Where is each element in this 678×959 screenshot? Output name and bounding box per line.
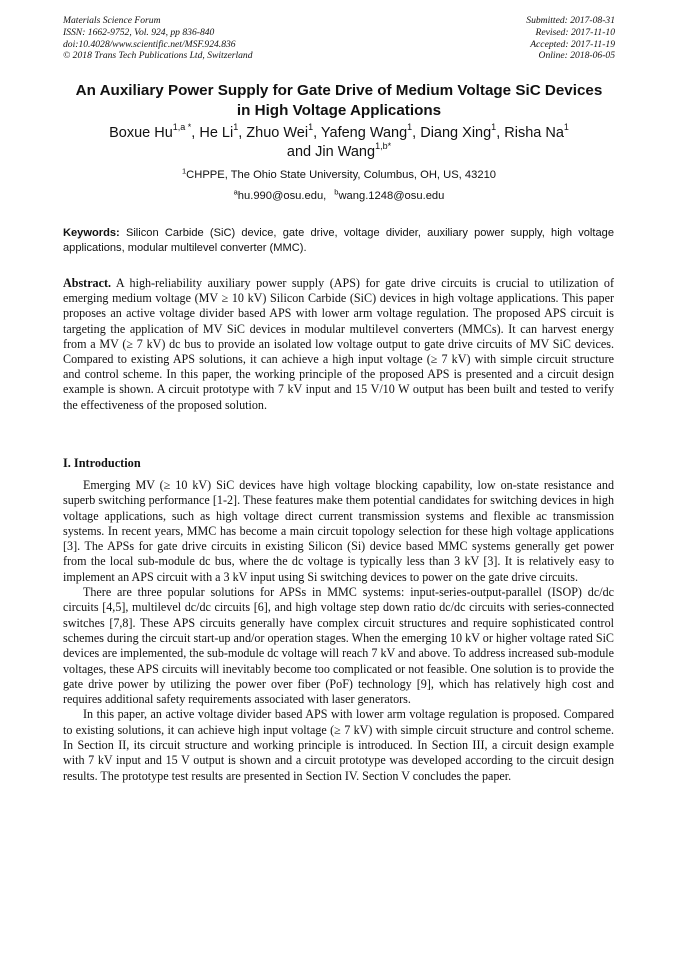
email-sup: b — [334, 187, 339, 197]
author-sup: 1 — [233, 122, 239, 133]
author-line-2 — [40, 143, 638, 162]
email-address: hu.990@osu.edu, — [237, 190, 327, 202]
journal-name: Materials Science Forum — [63, 15, 161, 26]
author-sep: , — [412, 125, 421, 141]
email-address: wang.1248@osu.edu — [338, 190, 445, 202]
author-line-1 — [40, 124, 638, 143]
affiliation-sup: 1 — [181, 166, 187, 176]
keywords-label: Keywords: — [63, 227, 120, 239]
date-revised: Revised: 2017-11-10 — [535, 26, 615, 38]
author-name: Boxue Hu — [109, 125, 173, 141]
date-online: Online: 2018-06-05 — [538, 50, 615, 62]
author-sep: , — [496, 125, 505, 141]
author-emails — [40, 189, 638, 203]
date-submitted: Submitted: 2017-08-31 — [526, 15, 615, 26]
publication-dates — [526, 15, 615, 62]
author-list — [40, 124, 638, 162]
keywords-text: Silicon Carbide (SiC) device, gate drive, voltage divider, auxiliary power supply, high voltage applications, modular multilevel converter (MMC). — [63, 227, 614, 254]
abstract-block — [63, 276, 614, 413]
paragraph: In this paper, an active voltage divider based APS with lower arm voltage regulation is proposed. Compared to existing solutions, it can achieve high input voltage (≥ 7 kV) with simple circuit structure and control scheme. In Section II, its circuit structure and working principle is introduced. In Section III, a circuit design example with 7 kV input and 15 V output is shown and a circuit prototype was developed according to the circuit design results. The prototype test results are presented in Section IV. Section V concludes the paper. — [63, 707, 614, 783]
author-sup: 1 — [407, 122, 413, 133]
section-heading-introduction: I. Introduction — [63, 456, 141, 470]
abstract-text: A high-reliability auxiliary power supply (APS) for gate drive circuits is crucial to utilization of emerging medium voltage (MV ≥ 10 kV) Silicon Carbide (SiC) devices in high voltage applications. This paper proposes an active voltage divider based APS with lower arm voltage regulation. The proposed APS circuit is targeting the application of MV SiC devices in modular multilevel converters (MMCs). It can harvest energy from a MV (≥ 7 kV) dc bus to provide an isolated low voltage output to gate drive circuits of MV SiC devices. Compared to existing APS solutions, it can achieve a high input voltage (≥ 7 kV) with simple circuit structure and control scheme. In this paper, the working principle of the proposed APS is presented and a circuit design example is shown. A circuit prototype with 7 kV input and 15 V/10 W output has been built and tested to verify the effectiveness of the proposed solution. — [63, 276, 615, 412]
journal-doi: doi:10.4028/www.scientific.net/MSF.924.836 — [63, 38, 236, 50]
title-line-1: An Auxiliary Power Supply for Gate Drive of Medium Voltage SiC Devices — [75, 82, 603, 99]
author-sup: 1,a * — [172, 122, 192, 133]
author-name: and Jin Wang — [286, 144, 376, 160]
author-name: He Li — [199, 125, 234, 141]
introduction-body — [63, 478, 614, 784]
affiliation — [40, 168, 638, 182]
abstract-label: Abstract. — [63, 276, 112, 290]
author-sup: 1,b* — [375, 141, 392, 152]
author-sup: 1 — [563, 122, 569, 133]
title-line-2: in High Voltage Applications — [236, 102, 442, 119]
author-sep: , — [191, 125, 200, 141]
date-accepted: Accepted: 2017-11-19 — [530, 38, 615, 50]
paragraph: Emerging MV (≥ 10 kV) SiC devices have high voltage blocking capability, low on-state resistance and superb switching performance [1-2]. These features make them potential candidates for switching devices in high voltage applications, such as high voltage direct current transmission systems and flexible ac transmission systems. In recent years, MMC has become a main circuit topology selection for these high voltage applications [3]. The APSs for gate drive circuits in existing Silicon (Si) device based MMC systems generally get power from the local sub-module dc bus, where the dc voltage is typically less than 3 kV [3]. It is relatively easy to implement an APS circuit with a 3 kV input using Si switching devices to power on the gate drive circuits. — [63, 478, 614, 584]
keywords-block — [63, 226, 614, 255]
author-name: Risha Na — [504, 125, 564, 141]
author-sep: , — [238, 125, 247, 141]
author-sup: 1 — [491, 122, 497, 133]
journal-header — [63, 15, 615, 67]
journal-info — [63, 15, 253, 62]
journal-copyright: © 2018 Trans Tech Publications Ltd, Switzerland — [63, 50, 253, 62]
paragraph: There are three popular solutions for APSs in MMC systems: input-series-output-parallel (ISOP) dc/dc circuits [4,5], multilevel dc/dc circuits [6], and high voltage step down ratio dc/dc circuits with series-connected switches [7,8]. These APS circuits generally have complex circuit structures and require sophisticated control schemes during the circuit start-up and/or operation stages. When the emerging 10 kV or higher voltage rated SiC devices are implemented, the sub-module dc voltage will reach 7 kV and above. To address increased sub-module voltages, these APS circuits will inevitably become too complicated or not feasible. One solution is to provide the gate drive power by utilizing the power over fiber (PoF) technology [9], which has relatively high cost and requires additional safety requirements associated with laser generators. — [63, 585, 614, 707]
author-name: Yafeng Wang — [320, 125, 408, 141]
author-name: Diang Xing — [420, 125, 492, 141]
email-sup: a — [233, 187, 238, 197]
journal-issn: ISSN: 1662-9752, Vol. 924, pp 836-840 — [63, 26, 215, 38]
author-sep: , — [313, 125, 321, 141]
paper-title — [40, 81, 638, 121]
affiliation-text: CHPPE, The Ohio State University, Columbus, OH, US, 43210 — [186, 169, 497, 181]
author-sup: 1 — [308, 122, 314, 133]
author-name: Zhuo Wei — [246, 125, 309, 141]
